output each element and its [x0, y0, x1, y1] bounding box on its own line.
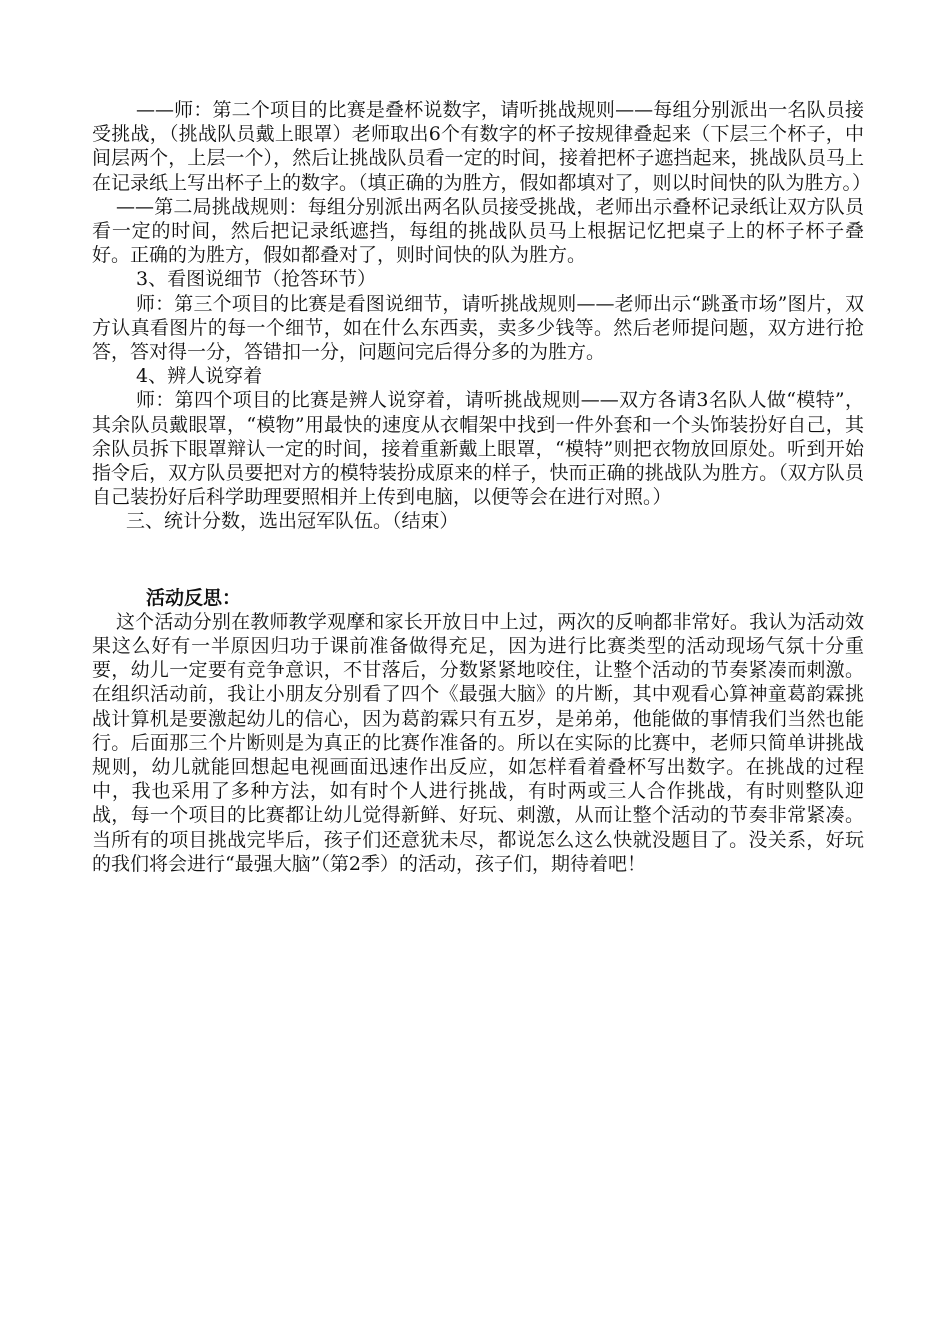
paragraph-game2-round2: ——第二局挑战规则：每组分别派出两名队员接受挑战，老师出示叠杯记录纸让双方队员看一定的时间，然后把记录纸遮挡，每组的挑战队员马上根据记忆把桌子上的杯子杯子叠好。正确的为胜方，假如都叠对了，则时间快的队为胜方。 — [92, 195, 864, 267]
reflection-heading: 活动反思： — [146, 586, 242, 609]
paragraph-game2-rules: ——师：第二个项目的比赛是叠杯说数字，请听挑战规则——每组分别派出一名队员接受挑战，（挑战队员戴上眼罩）老师取出6个有数字的杯子按规律叠起来（下层三个杯子，中间层两个，上层一个），然后让挑战队员看一定的时间，接着把杯子遮挡起来，挑战队员马上在记录纸上写出杯子上的数字。（填正确的为胜方，假如都填对了，则以时间快的队为胜方。） — [92, 99, 872, 194]
reflection-body: 这个活动分别在教师教学观摩和家长开放日中上过，两次的反响都非常好。我认为活动效果这么好有一半原因归功于课前准备做得充足，因为进行比赛类型的活动现场气氛十分重要，幼儿一定要有竞争意识，不甘落后，分数紧紧地咬住，让整个活动的节奏紧凑而刺激。在组织活动前，我让小朋友分别看了四个《最强大脑》的片断，其中观看心算神童葛韵霖挑战计算机是要激起幼儿的信心，因为葛韵霖只有五岁，是弟弟，他能做的事情我们当然也能行。后面那三个片断则是为真正的比赛作准备的。所以在实际的比赛中，老师只简单讲挑战规则，幼儿就能回想起电视画面迅速作出反应，如怎样看着叠杯写出数字。在挑战的过程中，我也采用了多种方法，如有时个人进行挑战，有时两或三人合作挑战，有时则整队迎战，每一个项目的比赛都让幼儿觉得新鲜、好玩、刺激，从而让整个活动的节奏非常紧凑。当所有的项目挑战完毕后，孩子们还意犹未尽，都说怎么这么快就没题目了。没关系，好玩的我们将会进行“最强大脑”（第2季）的活动，孩子们，期待着吧！ — [92, 610, 864, 875]
paragraph-game4-rules: 师：第四个项目的比赛是辨人说穿着，请听挑战规则——双方各请3名队人做“模特”，其余队员戴眼罩，“模物”用最快的速度从衣帽架中找到一件外套和一个头饰装扮好自己，其余队员拆下眼罩辩认一定的时间，接着重新戴上眼罩，“模特”则把衣物放回原处。听到开始指令后，双方队员要把对方的模特装扮成原来的样子，快而正确的挑战队为胜方。（双方队员自己装扮好后科学助理要照相并上传到电脑，以便等会在进行对照。） — [92, 389, 864, 509]
spacer — [92, 534, 864, 582]
paragraph-conclusion: 三、统计分数，选出冠军队伍。（结束） — [126, 510, 459, 533]
document-page — [92, 98, 872, 876]
section-heading-3: 3、看图说细节（抢答环节） — [136, 268, 377, 291]
section-heading-4: 4、辨人说穿着 — [136, 365, 263, 388]
paragraph-game3-rules: 师：第三个项目的比赛是看图说细节，请听挑战规则——老师出示“跳蚤市场”图片，双方认真看图片的每一个细节，如在什么东西卖，卖多少钱等。然后老师提问题，双方进行抢答，答对得一分，答错扣一分，问题问完后得分多的为胜方。 — [92, 292, 864, 364]
